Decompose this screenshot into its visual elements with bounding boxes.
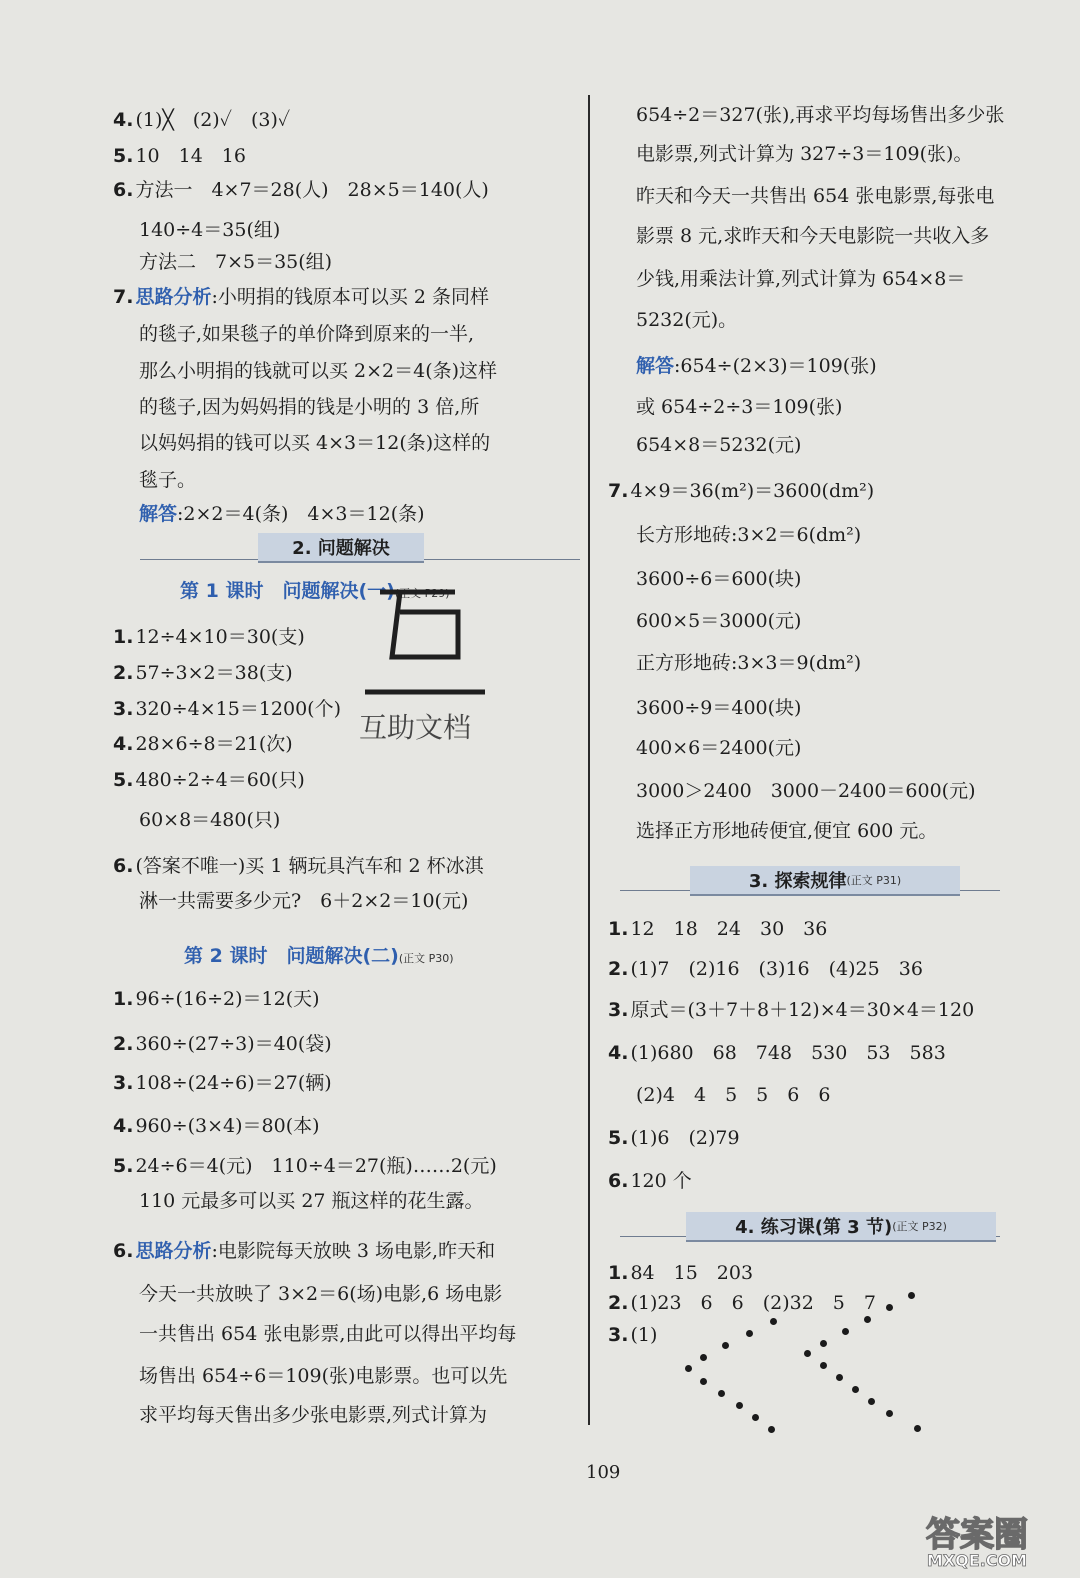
answer-text: 400×6＝2400(元) xyxy=(636,737,802,759)
question-number: 1. xyxy=(608,918,629,940)
answer-text: 方法二 7×5＝35(组) xyxy=(139,251,333,273)
answer-text: :2×2＝4(条) 4×3＝12(条) xyxy=(177,503,425,525)
svg-text:MXQE.COM: MXQE.COM xyxy=(926,1551,1028,1570)
question-number: 3. xyxy=(113,1072,134,1094)
svg-text:互助文档: 互助文档 xyxy=(358,711,472,744)
answer-line xyxy=(139,430,490,456)
answer-text: 昨天和今天一共售出 654 张电影票,每张电 xyxy=(636,185,995,207)
answer-line xyxy=(608,1040,946,1066)
answer-text: :654÷(2×3)＝109(张) xyxy=(674,355,877,377)
answer-text: 那么小明捐的钱就可以买 2×2＝4(条)这样 xyxy=(139,360,498,382)
question-number: 5. xyxy=(113,145,134,167)
question-number: 4. xyxy=(608,1042,629,1064)
dot xyxy=(852,1386,859,1393)
dot xyxy=(908,1292,915,1299)
dot xyxy=(752,1414,759,1421)
watermark-logo xyxy=(882,1510,1072,1570)
dot xyxy=(820,1340,827,1347)
answer-text: 28×6÷8＝21(次) xyxy=(135,733,293,755)
answer-text: (1)╳ (2)✓ (3)✓ xyxy=(135,109,291,131)
answer-text: 选择正方形地砖便宜,便宜 600 元。 xyxy=(636,820,938,842)
dot xyxy=(886,1410,893,1417)
answer-line xyxy=(636,141,972,167)
answer-text: 影票 8 元,求昨天和今天电影院一共收入多 xyxy=(636,225,990,247)
answer-text: :小明捐的钱原本可以买 2 条同样 xyxy=(211,286,490,308)
question-number: 4. xyxy=(113,733,134,755)
lesson-2-title: 第 2 课时 问题解决(二)(正文 P30) xyxy=(184,945,454,967)
page-number: 109 xyxy=(586,1462,621,1483)
answer-text: 960÷(3×4)＝80(本) xyxy=(135,1115,320,1137)
answer-text: 的毯子,因为妈妈捐的钱是小明的 3 倍,所 xyxy=(139,396,480,418)
answer-line xyxy=(113,660,293,686)
answer-line xyxy=(636,353,877,379)
answer-text: (2)4 4 5 5 6 6 xyxy=(636,1084,831,1106)
answer-line xyxy=(113,284,489,310)
lesson-1-title: 第 1 课时 问题解决(一)(正文 P29) xyxy=(180,580,450,602)
answer-text: 的毯子,如果毯子的单价降到原来的一半, xyxy=(139,323,475,345)
answer-text: 110 元最多可以买 27 瓶这样的花生露。 xyxy=(139,1190,484,1212)
answer-line xyxy=(113,177,489,203)
dot xyxy=(868,1398,875,1405)
dot xyxy=(864,1316,871,1323)
section-title-4: 4. 练习课(第 3 节) (正文 P32) xyxy=(686,1212,996,1242)
answer-text: 654÷2＝327(张),再求平均每场售出多少张 xyxy=(636,104,1005,126)
answer-text: (1)6 (2)79 xyxy=(630,1127,740,1149)
stamp-logo xyxy=(340,582,490,752)
answer-text: 120 个 xyxy=(630,1170,692,1192)
answer-line xyxy=(636,778,976,804)
answer-line xyxy=(636,102,1004,128)
question-number: 1. xyxy=(113,626,134,648)
answer-text: 24÷6＝4(元) 110÷4＝27(瓶)……2(元) xyxy=(135,1155,497,1177)
answer-text: 一共售出 654 张电影票,由此可以得出平均每 xyxy=(139,1323,517,1345)
question-number: 2. xyxy=(113,1033,134,1055)
answer-text: 140÷4＝35(组) xyxy=(139,219,281,241)
answer-line xyxy=(636,183,994,209)
answer-text: 10 14 16 xyxy=(135,145,246,167)
question-number: 3. xyxy=(608,1324,629,1346)
answer-line xyxy=(139,807,280,833)
answer-text: 12 18 24 30 36 xyxy=(630,918,828,940)
answer-line xyxy=(608,1322,657,1348)
section-title-2: 2. 问题解决 xyxy=(258,533,424,563)
answer-line xyxy=(139,1281,502,1307)
answer-line xyxy=(636,432,801,458)
answer-line xyxy=(636,566,801,592)
answer-text: 5232(元)。 xyxy=(636,309,738,331)
dot xyxy=(804,1350,811,1357)
answer-line xyxy=(113,853,484,879)
answer-text: 今天一共放映了 3×2＝6(场)电影,6 场电影 xyxy=(139,1283,503,1305)
answer-text: (1)7 (2)16 (3)16 (4)25 36 xyxy=(630,958,923,980)
answer-line xyxy=(636,818,937,844)
dot xyxy=(746,1330,753,1337)
answer-text: 电影票,列式计算为 327÷3＝109(张)。 xyxy=(636,143,973,165)
question-number: 4. xyxy=(113,109,134,131)
answer-line xyxy=(113,1153,497,1179)
answer-line xyxy=(139,394,479,420)
answer-text: 长方形地砖:3×2＝6(dm²) xyxy=(636,524,862,546)
section-title-3: 3. 探索规律 (正文 P31) xyxy=(690,866,960,896)
dot xyxy=(770,1318,777,1325)
dot xyxy=(700,1354,707,1361)
answer-line xyxy=(113,767,305,793)
dot xyxy=(768,1426,775,1433)
keyword-label: 思路分析 xyxy=(135,1240,212,1262)
keyword-label: 思路分析 xyxy=(135,286,212,308)
answer-line xyxy=(139,888,468,914)
answer-text: 57÷3×2＝38(支) xyxy=(135,662,293,684)
question-number: 6. xyxy=(113,179,134,201)
answer-line xyxy=(113,1031,332,1057)
answer-line xyxy=(139,1363,507,1389)
answer-line xyxy=(139,1188,484,1214)
question-number: 2. xyxy=(608,958,629,980)
question-number: 1. xyxy=(113,988,134,1010)
question-number: 6. xyxy=(608,1170,629,1192)
answer-text: 原式＝(3＋7＋8＋12)×4＝30×4＝120 xyxy=(630,999,975,1021)
answer-line xyxy=(608,956,923,982)
answer-text: 少钱,用乘法计算,列式计算为 654×8＝ xyxy=(636,268,966,290)
dot xyxy=(722,1342,729,1349)
answer-line xyxy=(139,467,196,493)
answer-text: 12÷4×10＝30(支) xyxy=(135,626,305,648)
answer-line xyxy=(113,143,246,169)
answer-text: (答案不唯一)买 1 辆玩具汽车和 2 杯冰淇 xyxy=(135,855,484,877)
answer-text: 3600÷6＝600(块) xyxy=(636,568,802,590)
dot xyxy=(914,1425,921,1432)
keyword-label: 解答 xyxy=(636,355,675,377)
dot xyxy=(700,1378,707,1385)
answer-line xyxy=(113,986,320,1012)
question-number: 7. xyxy=(608,480,629,502)
answer-line xyxy=(636,223,989,249)
question-number: 1. xyxy=(608,1262,629,1284)
answer-line xyxy=(139,358,497,384)
answer-line xyxy=(636,650,861,676)
dot xyxy=(736,1402,743,1409)
answer-text: 4×9＝36(m²)＝3600(dm²) xyxy=(630,480,875,502)
question-number: 2. xyxy=(113,662,134,684)
svg-text:答案圈: 答案圈 xyxy=(926,1515,1028,1555)
answer-text: 600×5＝3000(元) xyxy=(636,610,802,632)
answer-text: 654×8＝5232(元) xyxy=(636,434,802,456)
answer-text: (1) xyxy=(630,1324,658,1346)
answer-text: 方法一 4×7＝28(人) 28×5＝140(人) xyxy=(135,179,489,201)
answer-text: 正方形地砖:3×3＝9(dm²) xyxy=(636,652,862,674)
answer-line xyxy=(608,1290,876,1316)
answer-line xyxy=(636,394,842,420)
answer-line xyxy=(636,522,861,548)
keyword-label: 解答 xyxy=(139,503,178,525)
answer-text: 108÷(24÷6)＝27(辆) xyxy=(135,1072,332,1094)
question-number: 4. xyxy=(113,1115,134,1137)
answer-line xyxy=(608,997,974,1023)
answer-text: 96÷(16÷2)＝12(天) xyxy=(135,988,320,1010)
dot xyxy=(842,1328,849,1335)
dot xyxy=(685,1365,692,1372)
answer-line xyxy=(636,307,737,333)
answer-text: (1)680 68 748 530 53 583 xyxy=(630,1042,946,1064)
answer-line xyxy=(113,624,305,650)
question-number: 2. xyxy=(608,1292,629,1314)
answer-line xyxy=(139,321,474,347)
answer-text: 480÷2÷4＝60(只) xyxy=(135,769,305,791)
answer-text: 场售出 654÷6＝109(张)电影票。也可以先 xyxy=(139,1365,508,1387)
answer-line xyxy=(139,1321,516,1347)
answer-text: 毯子。 xyxy=(139,469,197,491)
question-number: 3. xyxy=(608,999,629,1021)
answer-text: 求平均每天售出多少张电影票,列式计算为 xyxy=(139,1404,488,1426)
answer-line xyxy=(608,1125,740,1151)
answer-line xyxy=(113,696,341,722)
answer-line xyxy=(608,1168,692,1194)
answer-line xyxy=(636,735,801,761)
question-number: 5. xyxy=(113,769,134,791)
answer-text: 360÷(27÷3)＝40(袋) xyxy=(135,1033,332,1055)
answer-line xyxy=(113,731,293,757)
question-number: 6. xyxy=(113,1240,134,1262)
answer-line xyxy=(139,501,425,527)
answer-line xyxy=(636,608,801,634)
answer-text: 320÷4×15＝1200(个) xyxy=(135,698,342,720)
answer-line xyxy=(608,478,874,504)
answer-text: :电影院每天放映 3 场电影,昨天和 xyxy=(211,1240,496,1262)
question-number: 5. xyxy=(608,1127,629,1149)
answer-line xyxy=(113,1113,320,1139)
question-number: 5. xyxy=(113,1155,134,1177)
answer-text: (1)23 6 6 (2)32 5 7 xyxy=(630,1292,876,1314)
answer-text: 淋一共需要多少元? 6＋2×2＝10(元) xyxy=(139,890,469,912)
column-divider xyxy=(588,95,590,1425)
answer-text: 60×8＝480(只) xyxy=(139,809,281,831)
question-number: 6. xyxy=(113,855,134,877)
dot xyxy=(886,1304,893,1311)
answer-line xyxy=(608,1260,753,1286)
answer-text: 以妈妈捐的钱可以买 4×3＝12(条)这样的 xyxy=(139,432,491,454)
answer-line xyxy=(139,217,280,243)
answer-line xyxy=(636,695,801,721)
answer-line xyxy=(113,1070,332,1096)
answer-line xyxy=(113,107,290,133)
answer-line xyxy=(608,916,827,942)
dot xyxy=(820,1362,827,1369)
answer-text: 3600÷9＝400(块) xyxy=(636,697,802,719)
answer-text: 或 654÷2÷3＝109(张) xyxy=(636,396,843,418)
answer-line xyxy=(636,266,965,292)
answer-line xyxy=(113,1238,495,1264)
question-number: 7. xyxy=(113,286,134,308)
dot xyxy=(718,1390,725,1397)
answer-text: 84 15 203 xyxy=(630,1262,754,1284)
answer-line xyxy=(636,1082,830,1108)
question-number: 3. xyxy=(113,698,134,720)
answer-text: 3000＞2400 3000－2400＝600(元) xyxy=(636,780,976,802)
answer-line xyxy=(139,1402,487,1428)
dot xyxy=(836,1374,843,1381)
answer-line xyxy=(139,249,332,275)
